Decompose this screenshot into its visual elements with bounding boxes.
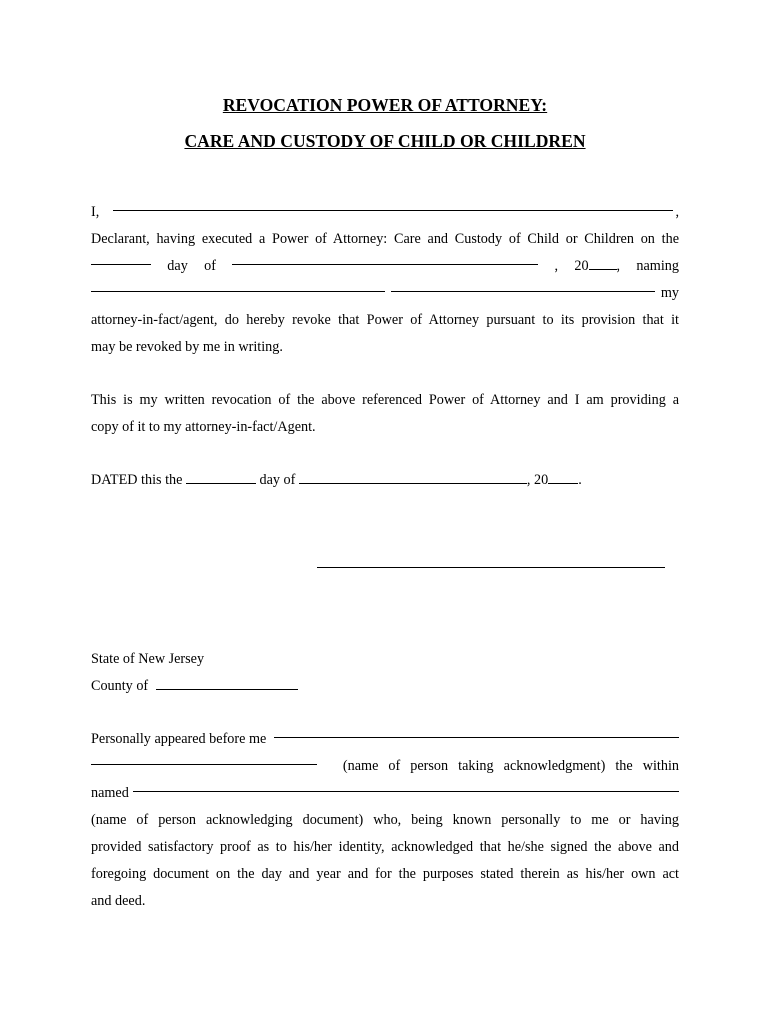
- county-line: [91, 673, 679, 700]
- appeared-label: Personally appeared before me: [91, 731, 267, 747]
- execution-month-blank[interactable]: [232, 253, 538, 265]
- declarant-name-line: [91, 199, 679, 226]
- attorney-name-line: [91, 280, 679, 307]
- appeared-line: [91, 726, 679, 753]
- execution-date-line: [91, 253, 679, 280]
- declaration-line: Declarant, having executed a Power of Attorney: Care and Custody of Child or Children on the: [91, 231, 679, 247]
- dated-year-blank[interactable]: [548, 472, 578, 484]
- dated-day-of: day of: [259, 472, 296, 488]
- signature-line[interactable]: [317, 567, 665, 568]
- notary-body-1: (name of person acknowledging document) who, being known personally to me or having: [91, 812, 679, 828]
- revocation-notice-end: copy of it to my attorney-in-fact/Agent.: [91, 419, 316, 435]
- dated-year-prefix: , 20: [526, 472, 549, 488]
- dated-day-blank[interactable]: [186, 472, 256, 484]
- state-label: State of New Jersey: [91, 651, 205, 667]
- named-person-blank[interactable]: [133, 780, 679, 792]
- ack-taker-label: (name of person taking acknowledgment) the within: [342, 758, 679, 774]
- revoke-statement-end: may be revoked by me in writing.: [91, 339, 283, 355]
- my-word: my: [660, 285, 679, 301]
- dated-month-blank[interactable]: [299, 472, 527, 484]
- named-label: named: [91, 785, 129, 801]
- dated-line: [91, 467, 679, 494]
- county-label: County of: [91, 678, 149, 694]
- execution-year-blank[interactable]: [589, 258, 617, 270]
- naming-word: naming: [636, 258, 679, 274]
- declarant-name-blank[interactable]: [113, 199, 673, 211]
- attorney-first-name-blank[interactable]: [91, 280, 385, 292]
- dated-prefix: DATED this the: [91, 472, 183, 488]
- ack-taker-blank[interactable]: [91, 753, 317, 765]
- revoke-statement-line: attorney-in-fact/agent, do hereby revoke that Power of Attorney pursuant to its provision that it: [91, 312, 679, 328]
- of-word: of: [204, 258, 216, 274]
- execution-day-blank[interactable]: [91, 253, 151, 265]
- notary-body-4: and deed.: [91, 893, 146, 909]
- dated-period: .: [578, 472, 582, 488]
- county-blank[interactable]: [156, 678, 298, 690]
- named-line: [91, 780, 679, 807]
- year-prefix: 20: [574, 258, 589, 274]
- document-subtitle: CARE AND CUSTODY OF CHILD OR CHILDREN: [184, 131, 586, 151]
- notary-body-2: provided satisfactory proof as to his/her identity, acknowledged that he/she signed the above and: [91, 839, 679, 855]
- day-word: day: [167, 258, 188, 274]
- year-field: [555, 253, 559, 280]
- appeared-name-blank[interactable]: [274, 726, 679, 738]
- i-label: I,: [91, 204, 100, 220]
- ack-taker-line: [91, 753, 679, 780]
- revocation-notice-line: This is my written revocation of the above referenced Power of Attorney and I am providing a: [91, 392, 679, 408]
- year-comma-prefix: ,: [554, 258, 559, 274]
- notary-body-3: foregoing document on the day and year and for the purposes stated therein as his/her own act: [91, 866, 679, 882]
- year-group: [574, 253, 620, 280]
- attorney-last-name-blank[interactable]: [391, 280, 655, 292]
- comma: ,: [675, 204, 679, 220]
- year-comma: ,: [616, 258, 621, 274]
- document-title: REVOCATION POWER OF ATTORNEY:: [222, 95, 548, 115]
